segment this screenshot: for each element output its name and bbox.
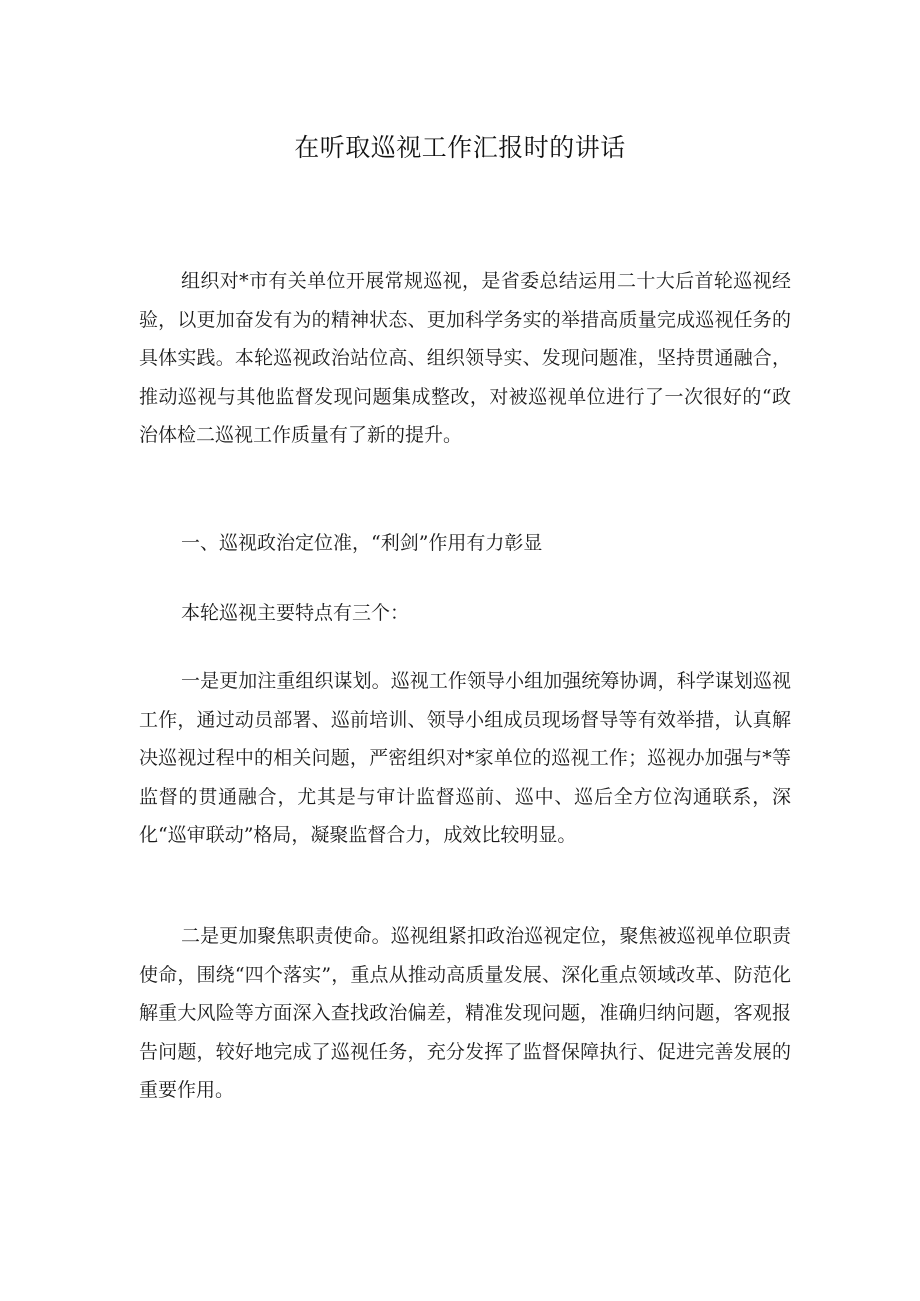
paragraph-feature-1: 一是更加注重组织谋划。巡视工作领导小组加强统筹协调，科学谋划巡视工作，通过动员部署、巡前培训、领导小组成员现场督导等有效举措，认真解决巡视过程中的相关问题，严密组织对*家单位的巡视工作；巡视办加强与*等监督的贯通融合，尤其是与审计监督巡前、巡中、巡后全方位沟通联系，深化“巡审联动”格局，凝聚监督合力，成效比较明显。 <box>139 670 791 846</box>
paragraph-intro: 组织对*市有关单位开展常规巡视，是省委总结运用二十大后首轮巡视经验，以更加奋发有为的精神状态、更加科学务实的举措高质量完成巡视任务的具体实践。本轮巡视政治站位高、组织领导实、发现问题准，坚持贯通融合，推动巡视与其他监督发现问题集成整改，对被巡视单位进行了一次很好的“政治体检二巡视工作质量有了新的提升。 <box>139 270 791 446</box>
section-heading-1: 一、巡视政治定位准，“利剑”作用有力彰显 <box>181 532 543 554</box>
paragraph-features-intro: 本轮巡视主要特点有三个： <box>181 602 410 624</box>
paragraph-feature-2: 二是更加聚焦职责使命。巡视组紧扣政治巡视定位，聚焦被巡视单位职责使命，围绕“四个落实”，重点从推动高质量发展、深化重点领域改革、防范化解重大风险等方面深入查找政治偏差，精准发现问题，准确归纳问题，客观报告问题，较好地完成了巡视任务，充分发挥了监督保障执行、促进完善发展的重要作用。 <box>139 925 791 1101</box>
document-title: 在听取巡视工作汇报时的讲话 <box>294 133 626 162</box>
